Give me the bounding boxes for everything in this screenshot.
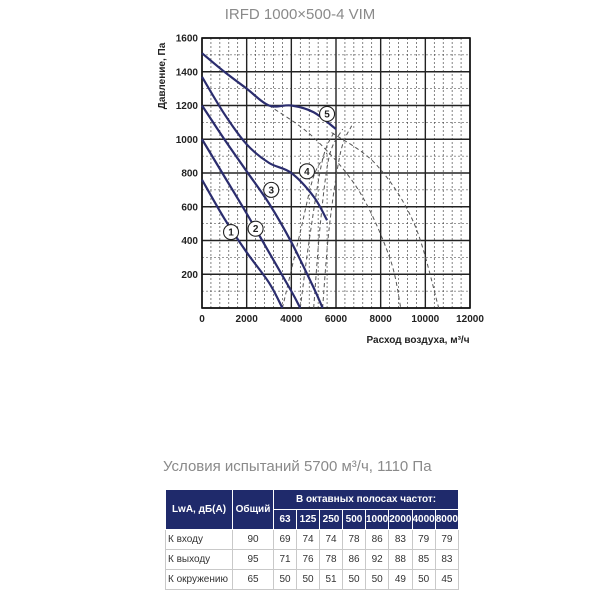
band-value: 50 <box>412 570 435 590</box>
table-row <box>166 550 459 570</box>
curve-marker-1 <box>224 225 239 240</box>
header-lwa: LwA, дБ(A) <box>166 490 233 530</box>
table-header-row <box>166 490 459 510</box>
y-tick-label: 1600 <box>175 33 198 45</box>
chart-grid <box>202 38 470 308</box>
marker-label: 1 <box>228 227 234 239</box>
band-header-250: 250 <box>320 510 343 530</box>
test-conditions: Условия испытаний 5700 м³/ч, 1110 Па <box>163 458 432 475</box>
curve-marker-3 <box>264 182 279 197</box>
band-header-4000: 4000 <box>412 510 435 530</box>
band-value: 51 <box>320 570 343 590</box>
table-row <box>166 530 459 550</box>
marker-label: 5 <box>324 109 330 121</box>
header-bands: В октавных полосах частот: <box>274 490 459 510</box>
y-tick-label: 1200 <box>175 101 198 112</box>
x-tick-label: 0 <box>199 314 205 325</box>
marker-label: 3 <box>268 185 275 197</box>
curve-marker-5 <box>320 106 335 121</box>
row-total: 90 <box>233 530 274 550</box>
y-tick-label: 600 <box>181 202 198 214</box>
band-header-500: 500 <box>343 510 366 530</box>
band-header-8000: 8000 <box>435 510 458 530</box>
band-value: 74 <box>297 530 320 550</box>
band-value: 50 <box>274 570 297 590</box>
sound-power-table <box>165 489 459 590</box>
table-row <box>166 570 459 590</box>
row-label: К выходу <box>166 550 233 570</box>
axis-ticks <box>176 34 485 326</box>
band-header-1000: 1000 <box>366 510 389 530</box>
y-axis-label: Давление, Па <box>157 42 168 110</box>
band-value: 86 <box>366 530 389 550</box>
band-value: 74 <box>320 530 343 550</box>
band-value: 88 <box>389 550 412 570</box>
row-total: 65 <box>233 570 274 590</box>
x-tick-label: 6000 <box>324 314 348 325</box>
marker-label: 4 <box>304 166 310 178</box>
dashed-curve <box>332 133 439 309</box>
band-value: 79 <box>435 530 458 550</box>
band-value: 78 <box>320 550 343 570</box>
series-lines <box>202 53 336 308</box>
x-axis-label: Расход воздуха, м³/ч <box>366 335 470 346</box>
x-tick-label: 2000 <box>235 314 258 325</box>
band-header-125: 125 <box>297 510 320 530</box>
row-label: К входу <box>166 530 233 550</box>
series-line-1 <box>202 180 282 308</box>
band-header-2000: 2000 <box>389 510 412 530</box>
y-tick-label: 1400 <box>175 67 198 79</box>
curve-marker-2 <box>248 221 263 236</box>
band-value: 50 <box>297 570 320 590</box>
band-value: 78 <box>343 530 366 550</box>
row-label: К окружению <box>166 570 233 590</box>
band-value: 79 <box>412 530 435 550</box>
x-tick-label: 8000 <box>369 314 392 325</box>
x-tick-label: 10000 <box>411 314 440 325</box>
band-value: 76 <box>297 550 320 570</box>
band-value: 45 <box>435 570 458 590</box>
row-total: 95 <box>233 550 274 570</box>
y-tick-label: 400 <box>181 236 198 247</box>
band-value: 83 <box>389 530 412 550</box>
band-value: 92 <box>366 550 389 570</box>
x-tick-label: 12000 <box>456 314 484 325</box>
y-tick-label: 1000 <box>175 134 198 146</box>
band-value: 49 <box>389 570 412 590</box>
y-tick-label: 800 <box>181 168 198 180</box>
marker-label: 2 <box>252 224 259 236</box>
band-value: 86 <box>343 550 366 570</box>
curve-marker-4 <box>299 164 314 179</box>
band-value: 83 <box>435 550 458 570</box>
header-total: Общий <box>233 490 274 530</box>
band-value: 71 <box>274 550 297 570</box>
band-header-63: 63 <box>274 510 297 530</box>
series-line-5 <box>202 53 336 129</box>
x-tick-label: 4000 <box>280 314 303 325</box>
band-value: 50 <box>366 570 389 590</box>
band-value: 85 <box>412 550 435 570</box>
band-value: 50 <box>343 570 366 590</box>
chart-title: IRFD 1000×500-4 VIM <box>224 6 376 23</box>
y-tick-label: 200 <box>181 269 198 281</box>
band-value: 69 <box>274 530 297 550</box>
